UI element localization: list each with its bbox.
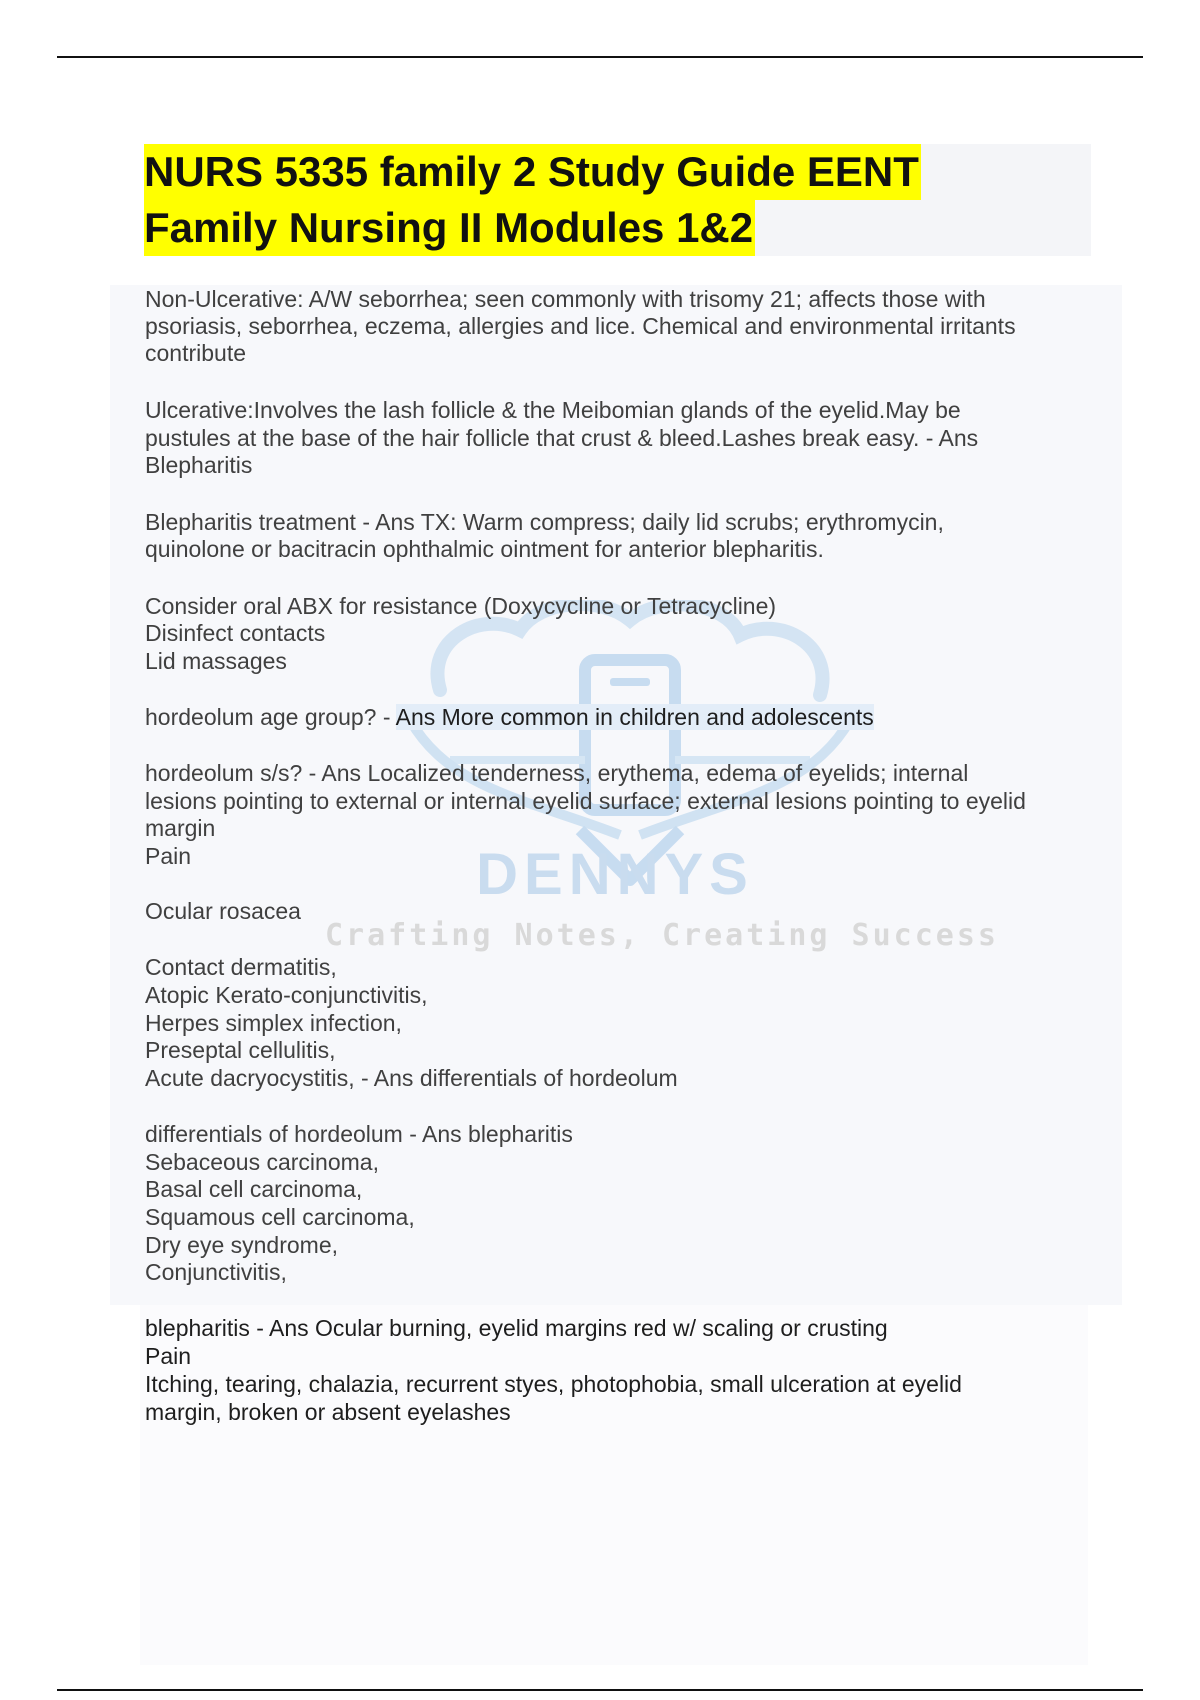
content-background-lower bbox=[140, 1305, 1088, 1665]
text-line: psoriasis, seborrhea, eczema, allergies and lice. Chemical and environmental irritants bbox=[145, 313, 1016, 339]
text-line: pustules at the base of the hair follicle that crust & bleed.Lashes break easy. - Ans bbox=[145, 425, 979, 451]
text-line: Contact dermatitis, bbox=[145, 954, 337, 980]
text-line: differentials of hordeolum - Ans blepharitis bbox=[145, 1121, 573, 1147]
bottom-rule bbox=[57, 1689, 1143, 1691]
watermark-tagline: Crafting Notes, Creating Success bbox=[325, 918, 999, 953]
text-line: Sebaceous carcinoma, bbox=[145, 1149, 379, 1175]
text-line: Disinfect contacts bbox=[145, 620, 326, 646]
top-rule bbox=[57, 56, 1143, 58]
watermark-brand: DENNYS bbox=[476, 842, 754, 907]
text-line: Acute dacryocystitis, - Ans differentials of hordeolum bbox=[145, 1065, 678, 1091]
text-line: Pain bbox=[145, 1343, 192, 1369]
text-line: Consider oral ABX for resistance (Doxycycline or Tetracycline) bbox=[145, 593, 777, 619]
text-line: Squamous cell carcinoma, bbox=[145, 1204, 415, 1230]
text-line: Herpes simplex infection, bbox=[145, 1010, 402, 1036]
text-line: quinolone or bacitracin ophthalmic ointment for anterior blepharitis. bbox=[145, 536, 824, 562]
text-line: Lid massages bbox=[145, 648, 287, 674]
text-line: Conjunctivitis, bbox=[145, 1259, 287, 1285]
text-line: Itching, tearing, chalazia, recurrent styes, photophobia, small ulceration at eyelid bbox=[145, 1371, 962, 1397]
text-line bbox=[145, 703, 874, 731]
title-line: NURS 5335 family 2 Study Guide EENT bbox=[144, 144, 921, 200]
text-line: Preseptal cellulitis, bbox=[145, 1037, 336, 1063]
text-line: Dry eye syndrome, bbox=[145, 1232, 339, 1258]
text-line: lesions pointing to external or internal eyelid surface; external lesions pointing to eyelid bbox=[145, 788, 1026, 814]
text-line: Blepharitis treatment - Ans TX: Warm compress; daily lid scrubs; erythromycin, bbox=[145, 509, 944, 535]
title-line: Family Nursing II Modules 1&2 bbox=[144, 200, 755, 256]
text-line: Blepharitis bbox=[145, 452, 253, 478]
question-text: hordeolum age group? - bbox=[145, 704, 396, 730]
text-line: Ulcerative:Involves the lash follicle & the Meibomian glands of the eyelid.May be bbox=[145, 397, 961, 423]
text-line: Atopic Kerato-conjunctivitis, bbox=[145, 982, 428, 1008]
text-line: contribute bbox=[145, 340, 247, 366]
document-title bbox=[144, 144, 1091, 256]
text-line: Pain bbox=[145, 843, 192, 869]
text-line: blepharitis - Ans Ocular burning, eyelid margins red w/ scaling or crusting bbox=[145, 1315, 888, 1341]
text-line: margin bbox=[145, 815, 216, 841]
highlighted-answer: Ans More common in children and adolescents bbox=[395, 704, 874, 730]
text-line: margin, broken or absent eyelashes bbox=[145, 1399, 511, 1425]
text-line: hordeolum s/s? - Ans Localized tenderness, erythema, edema of eyelids; internal bbox=[145, 760, 969, 786]
text-line: Basal cell carcinoma, bbox=[145, 1176, 363, 1202]
text-line: Ocular rosacea bbox=[145, 898, 301, 924]
text-line: Non-Ulcerative: A/W seborrhea; seen commonly with trisomy 21; affects those with bbox=[145, 286, 986, 312]
